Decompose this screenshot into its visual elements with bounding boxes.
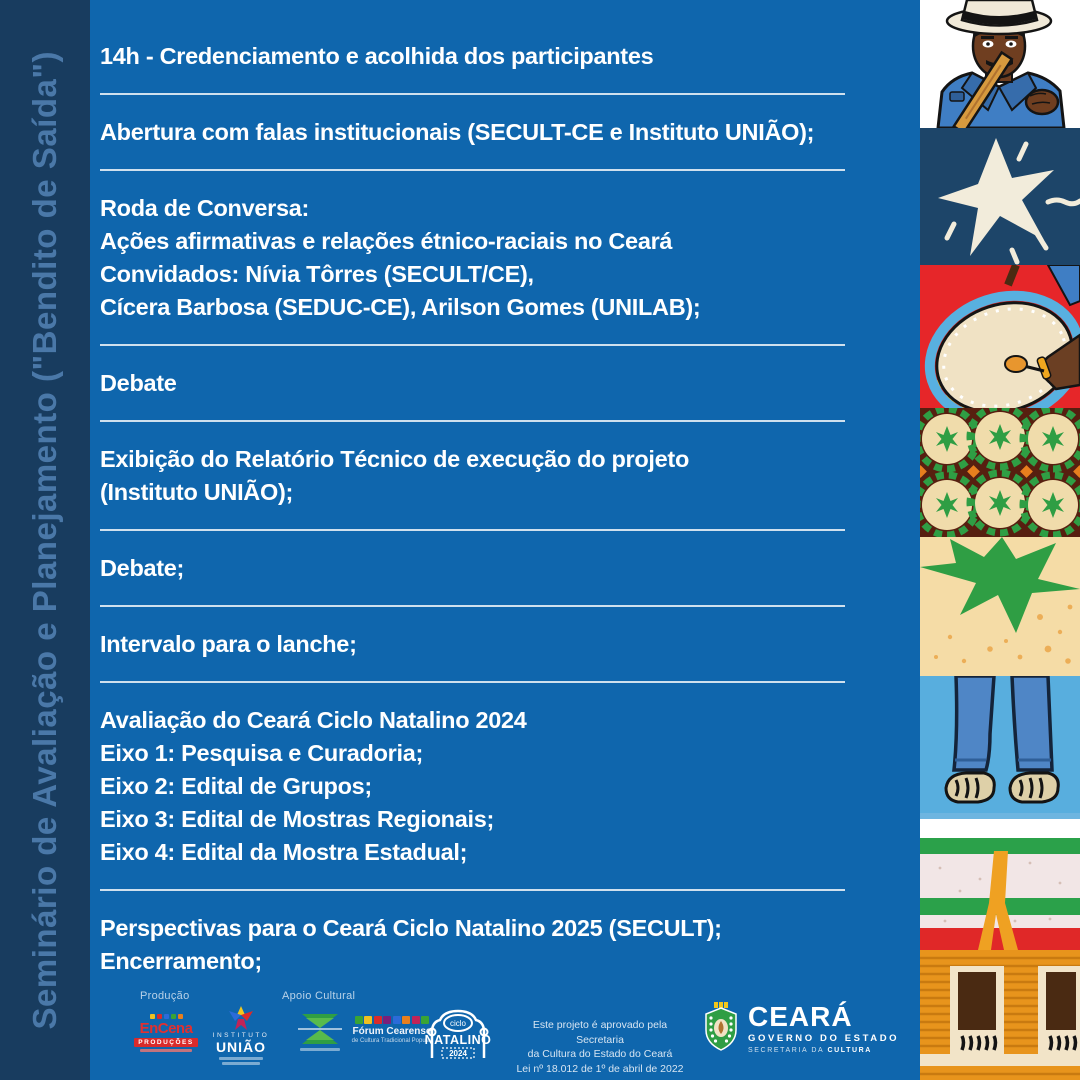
leaf-illustration: [920, 537, 1080, 676]
agenda-line: (Instituto UNIÃO);: [100, 479, 293, 505]
agenda-line: Ações afirmativas e relações étnico-raciais no Ceará: [100, 228, 673, 254]
uniao-star-figure-icon: [226, 1006, 256, 1030]
agenda-list: [100, 14, 845, 998]
drum-illustration: [920, 265, 1080, 408]
agenda-item: [100, 607, 845, 683]
apoio-cultural-label: Apoio Cultural: [282, 990, 356, 1002]
encena-logo: [134, 1014, 198, 1052]
circle-pattern-illustration: [920, 408, 1080, 537]
agenda-item: [100, 531, 845, 607]
uniao-line1: INSTITUTO: [212, 1032, 270, 1039]
approval-line: da Cultura do Estado do Ceará: [527, 1048, 673, 1060]
jeans-legs-illustration: [920, 676, 1080, 813]
agenda-line: Eixo 2: Edital de Grupos;: [100, 773, 372, 799]
agenda-line: Intervalo para o lanche;: [100, 631, 357, 657]
forum-subtitle: de Cultura Tradicional Popular: [351, 1038, 433, 1044]
encena-name: EnCena: [139, 1020, 193, 1037]
agenda-item: [100, 95, 845, 171]
agenda-line: Exibição do Relatório Técnico de execução do projeto: [100, 446, 690, 472]
agenda-line: Roda de Conversa:: [100, 195, 310, 221]
agenda-line: Cícera Barbosa (SEDUC-CE), Arilson Gomes (UNILAB);: [100, 294, 701, 320]
svg-text:2024: 2024: [449, 1049, 467, 1058]
producao-label: Produção: [140, 990, 190, 1002]
agenda-item: [100, 346, 845, 422]
approval-line: Este projeto é aprovado pela Secretaria: [532, 1019, 668, 1046]
agenda-section: [90, 0, 920, 1080]
agenda-line: Perspectivas para o Ceará Ciclo Natalino 2025 (SECULT);: [100, 915, 722, 941]
agenda-line: Convidados: Nívia Tôrres (SECULT/CE),: [100, 261, 534, 287]
svg-text:ciclo: ciclo: [449, 1019, 467, 1028]
vortex-icon: [298, 1012, 342, 1046]
green-vortex-logo: [298, 1012, 342, 1051]
stripes-illustration: [920, 813, 1080, 950]
ceara-governo-label: GOVERNO DO ESTADO: [748, 1032, 900, 1044]
agenda-item: [100, 422, 845, 531]
agenda-line: Debate;: [100, 555, 185, 581]
sidebar: [0, 0, 90, 1080]
agenda-line: Encerramento;: [100, 948, 262, 974]
star-illustration: [920, 128, 1080, 265]
natalino-arch-icon: [420, 1006, 496, 1062]
svg-text:NATALINO: NATALINO: [424, 1033, 492, 1047]
instituto-uniao-logo: [212, 1006, 270, 1065]
footer: [90, 984, 920, 1080]
encena-flags-icon: [134, 1014, 198, 1019]
agenda-item: [100, 171, 845, 346]
encena-subtitle: PRODUÇÕES: [134, 1038, 198, 1047]
building-facade-illustration: [920, 950, 1080, 1080]
ceara-name: CEARÁ: [748, 1000, 853, 1032]
agenda-item: [100, 14, 845, 95]
agenda-line: Debate: [100, 370, 177, 396]
event-vertical-title: Seminário de Avaliação e Planejamento ("Bendito de Saída"): [26, 50, 63, 1030]
approval-line: Lei nº 18.012 de 1º de abril de 2022: [516, 1062, 684, 1075]
ciclo-natalino-logo: [420, 1006, 496, 1062]
agenda-line: Eixo 3: Edital de Mostras Regionais;: [100, 806, 495, 832]
governo-ceara-logo: [702, 1002, 912, 1054]
agenda-item: [100, 891, 845, 998]
ceara-secretaria-label: SECRETARIA DA CULTURA: [748, 1046, 872, 1054]
flute-player-illustration: [920, 0, 1080, 128]
agenda-line: 14h - Credenciamento e acolhida dos participantes: [100, 43, 654, 69]
agenda-line: Avaliação do Ceará Ciclo Natalino 2024: [100, 707, 527, 733]
uniao-line2: UNIÃO: [215, 1039, 267, 1055]
agenda-item: [100, 683, 845, 891]
agenda-line: Eixo 4: Edital da Mostra Estadual;: [100, 839, 468, 865]
agenda-line: Eixo 1: Pesquisa e Curadoria;: [100, 740, 424, 766]
forum-name: Fórum Cearense: [352, 1026, 432, 1037]
agenda-line: Abertura com falas institucionais (SECULT-CE e Instituto UNIÃO);: [100, 119, 815, 145]
ceara-shield-icon: [702, 1002, 740, 1054]
approval-text: [514, 1018, 686, 1076]
illustration-column: [920, 0, 1080, 1080]
